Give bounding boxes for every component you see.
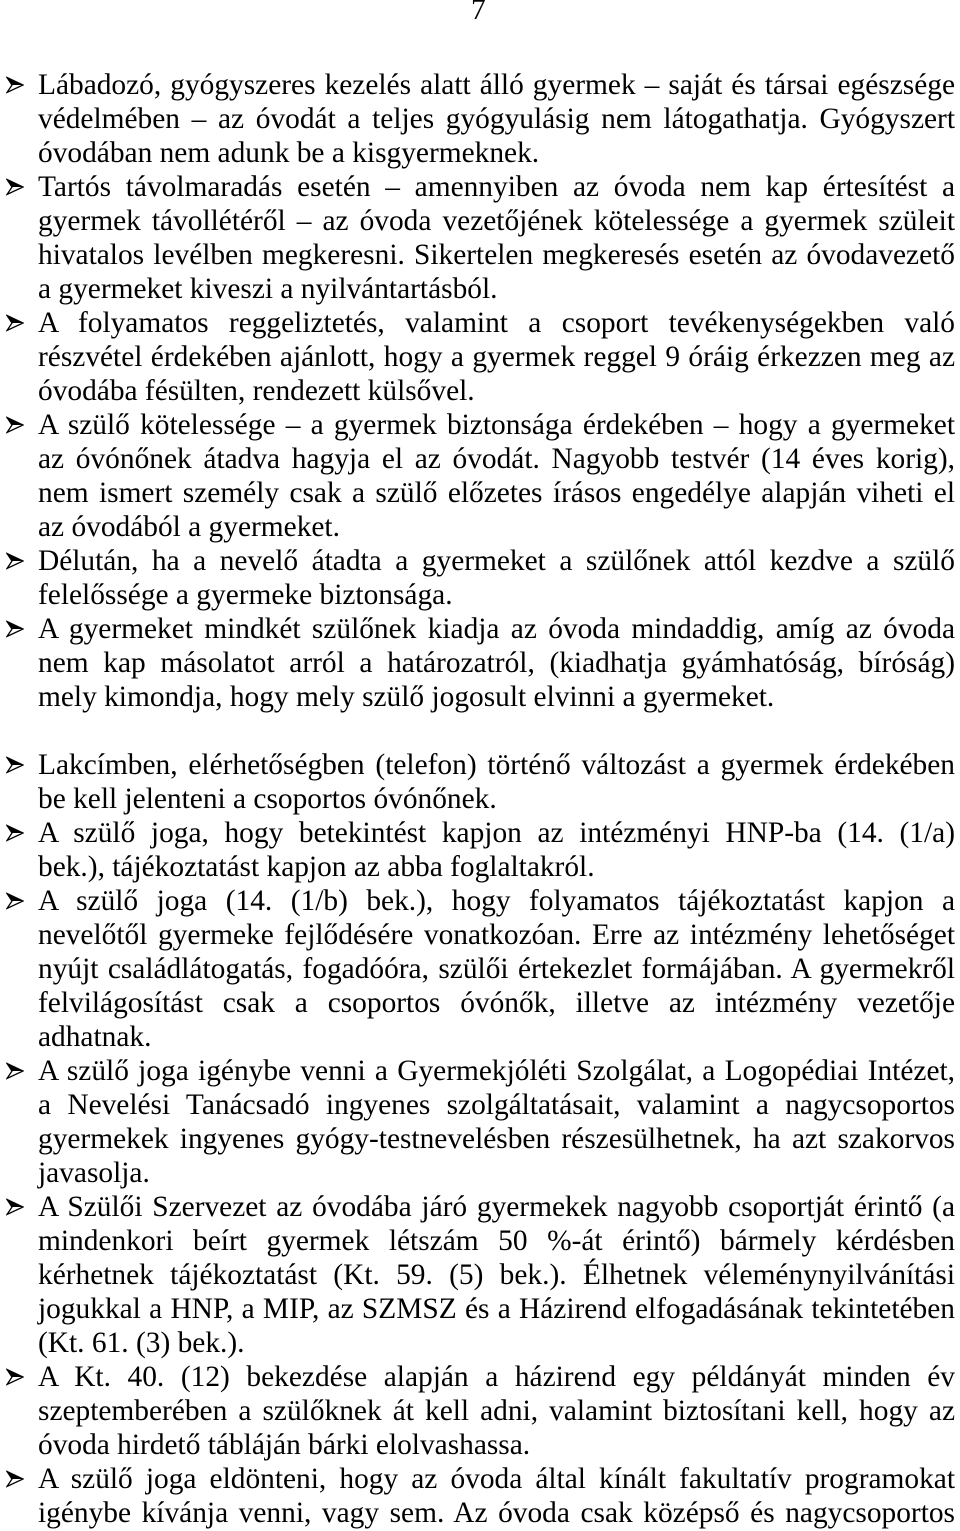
text-line: nevelőtől gyermeke fejlődésére vonatkozóan. Erre az intézmény lehetőséget [38,919,955,951]
arrowhead-bullet-icon [6,1470,24,1488]
rule-item [0,884,955,1054]
text-line: A gyermeket mindkét szülőnek kiadja az óvoda mindaddig, amíg az óvoda [38,613,955,645]
text-line: A szülő joga eldönteni, hogy az óvoda által kínált fakultatív programokat [38,1463,955,1495]
rule-section [0,68,955,714]
rule-text [38,1462,955,1530]
text-line: óvodában nem adunk be a kisgyermeknek. [38,137,540,169]
rule-item [0,306,955,408]
text-line: be kell jelenteni a csoportos óvónőnek. [38,783,497,815]
rule-item [0,544,955,612]
rule-item [0,748,955,816]
text-line: A szülő joga igénybe venni a Gyermekjóléti Szolgálat, a Logopédiai Intézet, [38,1055,955,1087]
arrowhead-bullet-icon [6,1198,24,1216]
text-line: mely kimondja, hogy mely szülő jogosult elvinni a gyermeket. [38,681,775,713]
text-line: nyújt családlátogatás, fogadóóra, szülői értekezlet formájában. A gyermekről [38,953,955,985]
rule-item [0,1462,955,1530]
text-line: felvilágosítást csak a csoportos óvónők, illetve az intézmény vezetője [38,987,955,1019]
text-line: óvoda hirdető tábláján bárki elolvashassa. [38,1429,531,1461]
text-line: gyermekek ingyenes gyógy-testnevelésben részesülhetnek, ha azt szakorvos [38,1123,955,1155]
text-line: a gyermeket kiveszi a nyilvántartásból. [38,273,498,305]
rule-text [38,544,955,612]
text-line: A Szülői Szervezet az óvodába járó gyermekek nagyobb csoportját érintő (a [38,1191,955,1223]
text-line: nem ismert személy csak a szülő előzetes írásos engedélye alapján viheti el [38,477,955,509]
text-line: nem kap másolatot arról a határozatról, (kiadhatja gyámhatóság, bíróság) [38,647,955,679]
text-line: Délután, ha a nevelő átadta a gyermeket a szülőnek attól kezdve a szülő [38,545,955,577]
text-line: az óvodából a gyermeket. [38,511,340,543]
rule-item [0,816,955,884]
text-line: a Nevelési Tanácsadó ingyenes szolgáltatásait, valamint a nagycsoportos [38,1089,955,1121]
rule-item [0,68,955,170]
text-line: A Kt. 40. (12) bekezdése alapján a házirend egy példányát minden év [38,1361,955,1393]
arrowhead-bullet-icon [6,620,24,638]
rule-text [38,612,955,714]
rule-text [38,1054,955,1190]
text-line: Tartós távolmaradás esetén – amennyiben az óvoda nem kap értesítést a [38,171,955,203]
rule-section [0,748,955,1530]
page-number: 7 [471,0,486,26]
text-line: gyermek távollétéről – az óvoda vezetőjének kötelessége a gyermek szüleit [38,205,955,237]
arrowhead-bullet-icon [6,1062,24,1080]
text-line: részvétel érdekében ajánlott, hogy a gyermek reggel 9 óráig érkezzen meg az [38,341,955,373]
rule-text [38,408,955,544]
text-line: Lábadozó, gyógyszeres kezelés alatt álló gyermek – saját és társai egészsége [38,69,955,101]
text-line: felelőssége a gyermeke biztonsága. [38,579,453,611]
arrowhead-bullet-icon [6,314,24,332]
rule-item [0,408,955,544]
rule-item [0,1190,955,1360]
text-line: kérhetnek tájékoztatást (Kt. 59. (5) bek.). Élhetnek véleménynyilvánítási [38,1259,955,1291]
rule-item [0,1054,955,1190]
text-line: A folyamatos reggeliztetés, valamint a csoport tevékenységekben való [38,307,955,339]
text-line: igénybe kívánja venni, vagy sem. Az óvoda csak középső és nagycsoportos [38,1497,955,1529]
text-line: mindenkori beírt gyermek létszám 50 %-át érintő) bármely kérdésben [38,1225,955,1257]
rule-text [38,170,955,306]
text-line: (Kt. 61. (3) bek.). [38,1327,245,1359]
arrowhead-bullet-icon [6,824,24,842]
rule-text [38,1190,955,1360]
text-line: az óvónőnek átadva hagyja el az óvodát. Nagyobb testvér (14 éves korig), [38,443,955,475]
text-line: szeptemberében a szülőknek át kell adni, valamint biztosítani kell, hogy az [38,1395,955,1427]
rule-item [0,170,955,306]
rule-text [38,884,955,1054]
text-line: A szülő joga (14. (1/b) bek.), hogy folyamatos tájékoztatást kapjon a [38,885,955,917]
arrowhead-bullet-icon [6,178,24,196]
arrowhead-bullet-icon [6,76,24,94]
rule-text [38,816,955,884]
arrowhead-bullet-icon [6,756,24,774]
text-line: A szülő joga, hogy betekintést kapjon az intézményi HNP-ba (14. (1/a) [38,817,955,849]
rule-item [0,612,955,714]
text-line: javasolja. [38,1157,150,1189]
text-line: A szülő kötelessége – a gyermek biztonsága érdekében – hogy a gyermeket [38,409,955,441]
text-line: hivatalos levélben megkeresni. Sikertelen megkeresés esetén az óvodavezető [38,239,955,271]
text-line: Lakcímben, elérhetőségben (telefon) történő változást a gyermek érdekében [38,749,955,781]
document-body [0,68,955,1531]
text-line: jogukkal a HNP, a MIP, az SZMSZ és a Házirend elfogadásának tekintetében [38,1293,955,1325]
text-line: adhatnak. [38,1021,152,1053]
text-line: bek.), tájékoztatást kapjon az abba foglaltakról. [38,851,595,883]
rule-text [38,748,955,816]
text-line: óvodába fésülten, rendezett külsővel. [38,375,475,407]
rule-text [38,306,955,408]
arrowhead-bullet-icon [6,416,24,434]
rule-text [38,68,955,170]
text-line: védelmében – az óvodát a teljes gyógyulásig nem látogathatja. Gyógyszert [38,103,955,135]
rule-text [38,1360,955,1462]
arrowhead-bullet-icon [6,1368,24,1386]
arrowhead-bullet-icon [6,892,24,910]
arrowhead-bullet-icon [6,552,24,570]
rule-item [0,1360,955,1462]
